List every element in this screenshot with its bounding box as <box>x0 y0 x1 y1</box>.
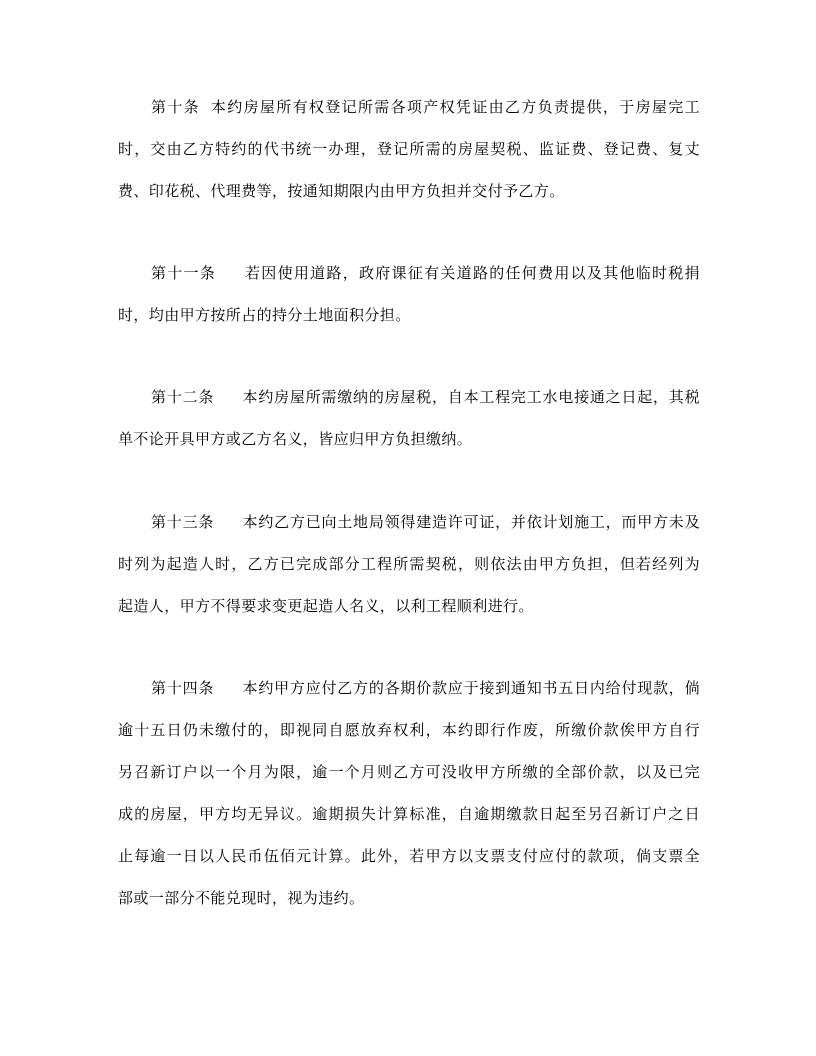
article-11-heading: 第十一条 <box>151 264 217 282</box>
article-13-line-2: 时列为起造人时，乙方已完成部分工程所需契税，则依法由甲方负担，但若经列为 <box>118 555 700 573</box>
article-14-line-2: 逾十五日仍未缴付的，即视同自愿放弃权利，本约即行作废，所缴价款俟甲方自行 <box>118 721 700 739</box>
article-11-text-1: 若因使用道路，政府课征有关道路的任何费用以及其他临时税捐 <box>244 264 700 282</box>
article-12-line-2: 单不论开具甲方或乙方名义，皆应归甲方负担缴纳。 <box>118 430 473 448</box>
article-11-line-2: 时，均由甲方按所占的持分土地面积分担。 <box>118 306 411 324</box>
article-14-heading: 第十四条 <box>151 679 215 697</box>
article-13-line-3: 起造人，甲方不得要求变更起造人名义，以利工程顺利进行。 <box>118 597 534 615</box>
article-14-line-6: 部或一部分不能兑现时，视为违约。 <box>118 889 365 907</box>
article-10-heading: 第十条 <box>151 98 200 116</box>
article-10-line-3: 费、印花税、代理费等，按通知期限内由甲方负担并交付予乙方。 <box>118 182 565 200</box>
article-14-line-3: 另召新订户以一个月为限，逾一个月则乙方可没收甲方所缴的全部价款，以及已完 <box>118 763 700 781</box>
article-14-line-5: 止每逾一日以人民币伍佰元计算。此外，若甲方以支票支付应付的款项，倘支票全 <box>118 847 700 865</box>
article-12-text-1: 本约房屋所需缴纳的房屋税，自本工程完工水电接通之日起，其税 <box>242 388 700 406</box>
article-12-heading: 第十二条 <box>151 388 215 406</box>
article-12-line-1 <box>151 386 700 408</box>
article-13-text-1: 本约乙方已向土地局领得建造许可证，并依计划施工，而甲方未及 <box>242 513 700 531</box>
article-14-line-1 <box>151 677 700 699</box>
article-14-text-1: 本约甲方应付乙方的各期价款应于接到通知书五日内给付现款，倘 <box>242 679 700 697</box>
article-11-line-1 <box>151 262 700 284</box>
article-13-heading: 第十三条 <box>151 513 215 531</box>
article-10-text-1: 本约房屋所有权登记所需各项产权凭证由乙方负责提供，于房屋完工 <box>210 98 700 116</box>
article-10-line-2: 时，交由乙方特约的代书统一办理，登记所需的房屋契税、监证费、登记费、复丈 <box>118 140 700 158</box>
article-13-line-1 <box>151 511 700 533</box>
article-14-line-4: 成的房屋，甲方均无异议。逾期损失计算标准，自逾期缴款日起至另召新订户之日 <box>118 805 700 823</box>
article-10-line-1 <box>151 96 700 118</box>
